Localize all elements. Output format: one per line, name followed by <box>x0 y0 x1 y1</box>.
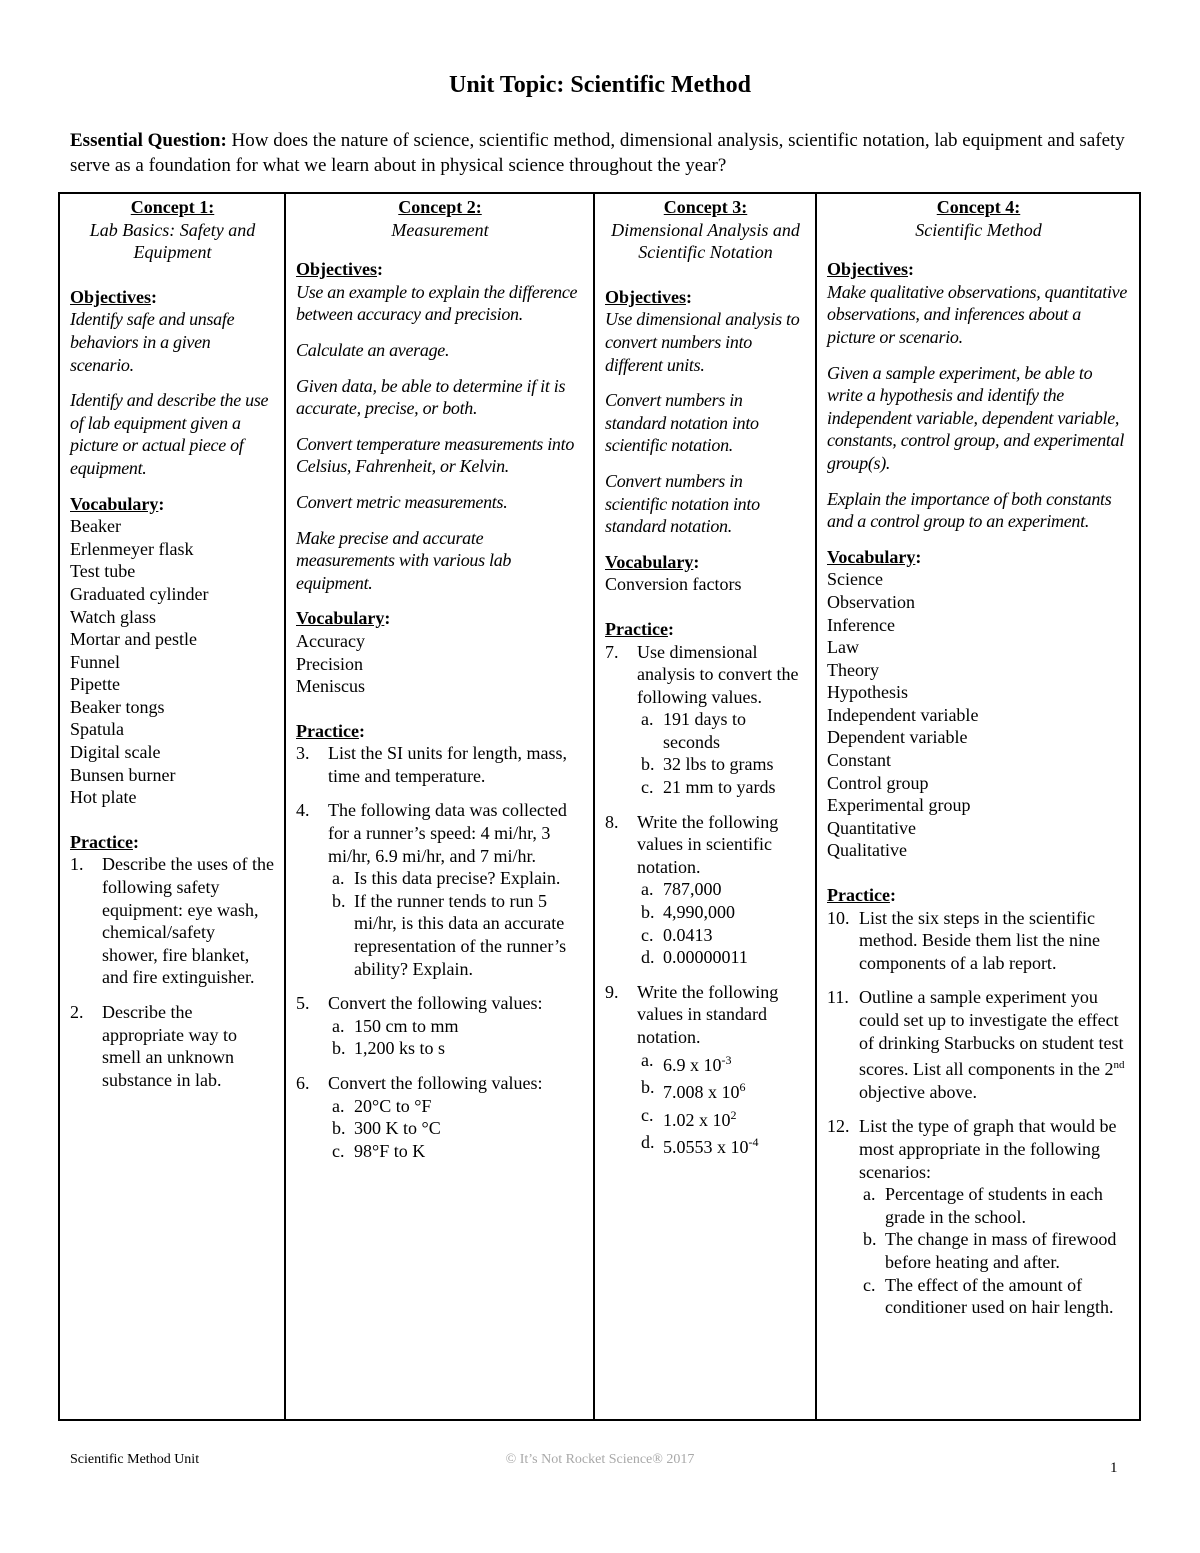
question-text: Write the following values in scientific notation. <box>637 811 779 877</box>
question-text: List the six steps in the scientific method. Beside them list the nine components of a lab report. <box>859 907 1100 973</box>
vocabulary-term: Test tube <box>70 561 136 582</box>
sub-question-letter: a. <box>641 709 654 730</box>
objectives-label: Objectives <box>70 286 151 307</box>
vocabulary-term: Watch glass <box>70 606 157 627</box>
vocabulary-list <box>296 630 584 698</box>
practice-question <box>296 742 584 787</box>
sub-question-letter: a. <box>863 1184 876 1205</box>
question-body <box>102 853 275 989</box>
practice-heading: Practice: <box>296 720 365 741</box>
practice-question <box>296 799 584 980</box>
objective-item: Calculate an average. <box>296 339 450 360</box>
vocabulary-list <box>605 573 806 596</box>
essential-question-label: Essential Question: <box>70 130 227 151</box>
vocabulary-term: Beaker tongs <box>70 696 165 717</box>
sub-question-text <box>663 878 806 901</box>
sub-question <box>637 1076 806 1104</box>
sub-question-letter: b. <box>332 890 346 911</box>
practice-heading: Practice: <box>605 618 674 639</box>
objectives-label: Objectives <box>605 286 686 307</box>
vocabulary-label: Vocabulary <box>296 608 385 629</box>
question-text: List the type of graph that would be most appropriate in the following scenarios: <box>859 1116 1117 1182</box>
sub-question-letter: d. <box>641 1132 655 1153</box>
practice-question <box>70 853 275 989</box>
sub-question-text <box>885 1183 1130 1228</box>
sub-question <box>859 1274 1130 1319</box>
objectives-heading: Objectives: <box>605 286 692 307</box>
sub-question-value: If the runner tends to run 5 mi/hr, is this data an accurate representation of the runner’s ability? Explain. <box>354 890 567 979</box>
sub-question-letter: b. <box>863 1229 877 1250</box>
objective-item: Identify and describe the use of lab equipment given a picture or actual piece of equipment. <box>70 390 269 478</box>
sub-question-letter: c. <box>332 1140 345 1161</box>
sub-question-letter: c. <box>641 924 654 945</box>
practice-label: Practice <box>70 831 133 852</box>
page-number: 1 <box>1110 1460 1118 1476</box>
vocabulary-label: Vocabulary <box>605 551 694 572</box>
sub-question-value: 1.02 x 10 <box>663 1109 731 1130</box>
practice-question <box>827 1115 1130 1318</box>
vocabulary-label: Vocabulary <box>827 546 916 567</box>
practice-label: Practice <box>296 720 359 741</box>
question-number: 6. <box>296 1073 310 1093</box>
essential-question <box>70 128 1140 178</box>
sub-question-letter: c. <box>641 1104 654 1125</box>
vocabulary-heading: Vocabulary: <box>296 608 391 629</box>
vocabulary-term: Precision <box>296 653 363 674</box>
question-body <box>328 992 584 1060</box>
sub-question-value: 5.0553 x 10 <box>663 1137 749 1158</box>
footer-unit-name: Scientific Method Unit <box>70 1452 200 1467</box>
objective-item: Given data, be able to determine if it is accurate, precise, or both. <box>296 375 566 419</box>
sub-question-letter: a. <box>332 1015 345 1036</box>
page-title: Unit Topic: Scientific Method <box>448 72 751 98</box>
sub-question <box>328 1140 584 1163</box>
vocabulary-heading: Vocabulary: <box>70 493 165 514</box>
sub-question-letter: a. <box>641 879 654 900</box>
sub-question-text <box>663 1104 806 1132</box>
vocabulary-term: Funnel <box>70 651 121 672</box>
sub-question-value: 32 lbs to grams <box>663 754 774 775</box>
sub-question-letter: b. <box>332 1118 346 1139</box>
sub-question-text <box>885 1228 1130 1273</box>
sub-question-value: 0.0413 <box>663 924 713 945</box>
practice-question <box>827 907 1130 975</box>
sub-question <box>328 1037 584 1060</box>
vocabulary-heading: Vocabulary: <box>605 551 700 572</box>
sub-question-value: 98°F to K <box>354 1140 426 1161</box>
sub-question-value: 20°C to °F <box>354 1095 432 1116</box>
vocabulary-list <box>70 515 275 809</box>
question-body <box>859 986 1130 1103</box>
vocabulary-term: Accuracy <box>296 630 365 651</box>
vocabulary-term: Beaker <box>70 516 121 537</box>
vocabulary-term: Inference <box>827 614 895 635</box>
sub-question-text <box>663 776 806 799</box>
question-number: 11. <box>827 987 849 1008</box>
vocabulary-term: Dependent variable <box>827 727 968 748</box>
footer-copyright: © It’s Not Rocket Science® 2017 <box>505 1452 695 1467</box>
sub-question <box>859 1228 1130 1273</box>
concept-column <box>815 194 1139 1419</box>
question-number: 10. <box>827 907 850 928</box>
practice-list <box>605 641 806 1159</box>
practice-list <box>296 742 584 1162</box>
question-body <box>328 1072 584 1162</box>
question-body <box>102 1001 275 1091</box>
concept-column <box>593 194 815 1419</box>
sub-question-text <box>354 1095 584 1118</box>
sub-question-value: 191 days to seconds <box>663 709 746 752</box>
sub-question-value: Percentage of students in each grade in the school. <box>885 1184 1103 1227</box>
sub-question <box>328 1095 584 1118</box>
vocabulary-term: Hot plate <box>70 787 137 808</box>
objective-item: Convert numbers in standard notation into scientific notation. <box>605 390 759 456</box>
vocabulary-list <box>827 568 1130 862</box>
vocabulary-term: Erlenmeyer flask <box>70 538 194 559</box>
sub-question-value: The effect of the amount of conditioner used on hair length. <box>885 1274 1114 1318</box>
sub-question-letter: a. <box>332 868 345 889</box>
sub-question <box>637 753 806 776</box>
concept-subtitle: Lab Basics: Safety and Equipment <box>89 219 256 263</box>
sub-question-text <box>663 946 806 969</box>
question-body <box>637 641 806 799</box>
objectives-heading: Objectives: <box>827 259 914 280</box>
sub-question-value: 4,990,000 <box>663 902 735 923</box>
sub-question <box>637 878 806 901</box>
sub-question-text <box>354 890 584 980</box>
question-body <box>859 907 1130 975</box>
sub-question-letter: d. <box>641 947 655 968</box>
sub-question-value: 6.9 x 10 <box>663 1054 722 1075</box>
sub-question <box>637 776 806 799</box>
sub-question <box>637 946 806 969</box>
sub-question <box>637 1049 806 1077</box>
objectives-heading: Objectives: <box>296 259 383 280</box>
sub-question <box>637 1104 806 1132</box>
sub-question <box>328 890 584 980</box>
concepts-table <box>58 192 1141 1421</box>
sub-question-text <box>663 924 806 947</box>
question-text: Outline a sample experiment you could set up to investigate the effect of drinking Starbucks on student test scores. List all components in the 2nd objective above. <box>859 987 1125 1102</box>
question-text: Convert the following values: <box>328 993 543 1014</box>
vocabulary-term: Pipette <box>70 674 120 695</box>
sub-question-value: Is this data precise? Explain. <box>354 868 561 889</box>
sub-question-letter: b. <box>641 902 655 923</box>
sub-question-letter: c. <box>863 1274 876 1295</box>
vocabulary-term: Theory <box>827 659 879 680</box>
concept-column <box>284 194 593 1419</box>
sub-question-letter: a. <box>332 1095 345 1116</box>
practice-question <box>605 641 806 799</box>
sub-question <box>328 867 584 890</box>
exponent: -4 <box>748 1135 759 1150</box>
sub-question <box>859 1183 1130 1228</box>
sub-question <box>637 924 806 947</box>
vocabulary-term: Bunsen burner <box>70 764 176 785</box>
objective-item: Convert metric measurements. <box>296 491 508 512</box>
vocabulary-term: Constant <box>827 750 892 771</box>
sub-question <box>328 1117 584 1140</box>
question-number: 12. <box>827 1116 850 1137</box>
question-body <box>328 742 584 787</box>
question-text: List the SI units for length, mass, time and temperature. <box>328 743 567 786</box>
sub-question-value: The change in mass of firewood before heating and after. <box>885 1229 1117 1272</box>
objectives-label: Objectives <box>827 259 908 280</box>
sub-question <box>637 708 806 753</box>
practice-heading: Practice: <box>70 831 139 852</box>
sub-question-text <box>663 753 806 776</box>
objective-item: Identify safe and unsafe behaviors in a given scenario. <box>70 309 235 375</box>
vocabulary-term: Quantitative <box>827 817 916 838</box>
vocabulary-term: Independent variable <box>827 704 979 725</box>
concept-subtitle: Measurement <box>391 219 489 240</box>
practice-list <box>827 907 1130 1319</box>
question-body <box>637 811 806 969</box>
sub-question-letter: b. <box>641 1077 655 1098</box>
vocabulary-term: Law <box>827 637 859 658</box>
vocabulary-term: Conversion factors <box>605 574 742 595</box>
sub-question-letter: b. <box>332 1038 346 1059</box>
essential-question-text: How does the nature of science, scientific method, dimensional analysis, scientific notation, lab equipment and safety serve as a foundation for what we learn about in physical science throughout the year? <box>70 130 1125 176</box>
practice-list <box>70 853 275 1091</box>
exponent: 2 <box>730 1107 737 1122</box>
vocabulary-term: Meniscus <box>296 676 365 697</box>
sub-question-value: 21 mm to yards <box>663 777 776 798</box>
practice-question <box>296 1072 584 1162</box>
question-text: Describe the appropriate way to smell an unknown substance in lab. <box>102 1002 237 1090</box>
practice-question <box>827 986 1130 1103</box>
question-number: 9. <box>605 981 619 1002</box>
sub-question-text <box>354 1117 584 1140</box>
sub-question-letter: c. <box>641 777 654 798</box>
question-text: Write the following values in standard notation. <box>637 981 779 1047</box>
objectives-label: Objectives <box>296 259 377 280</box>
concept-subtitle: Scientific Method <box>915 219 1042 240</box>
practice-label: Practice <box>605 618 668 639</box>
question-text: The following data was collected for a runner’s speed: 4 mi/hr, 3 mi/hr, 6.9 mi/hr, and 7 mi/hr. <box>328 800 567 866</box>
sub-question-value: 7.008 x 10 <box>663 1082 740 1103</box>
vocabulary-term: Experimental group <box>827 795 971 816</box>
question-number: 2. <box>70 1002 84 1022</box>
vocabulary-term: Control group <box>827 772 929 793</box>
sub-question-value: 0.00000011 <box>663 947 748 968</box>
concept-heading: Concept 1: <box>130 197 215 217</box>
vocabulary-term: Mortar and pestle <box>70 629 197 650</box>
sub-question-value: 787,000 <box>663 879 722 900</box>
question-text: Use dimensional analysis to convert the following values. <box>637 641 799 707</box>
vocabulary-term: Science <box>827 569 883 590</box>
question-body <box>859 1115 1130 1318</box>
vocabulary-heading: Vocabulary: <box>827 546 922 567</box>
sub-question-value: 300 K to °C <box>354 1118 441 1139</box>
sub-question-text <box>663 1131 806 1159</box>
objective-item: Convert temperature measurements into Celsius, Fahrenheit, or Kelvin. <box>296 433 575 477</box>
concept-heading: Concept 4: <box>936 197 1021 217</box>
objective-item: Make precise and accurate measurements with various lab equipment. <box>296 527 512 593</box>
sub-question-text <box>663 901 806 924</box>
question-text: Describe the uses of the following safety equipment: eye wash, chemical/safety shower, fire blanket, and fire extinguisher. <box>102 854 274 988</box>
question-body <box>328 799 584 980</box>
vocabulary-term: Spatula <box>70 719 124 740</box>
vocabulary-term: Graduated cylinder <box>70 583 209 604</box>
objective-item: Use dimensional analysis to convert numbers into different units. <box>605 309 800 375</box>
practice-question <box>605 811 806 969</box>
practice-heading: Practice: <box>827 885 896 906</box>
vocabulary-term: Qualitative <box>827 840 907 861</box>
practice-question <box>70 1001 275 1091</box>
vocabulary-term: Digital scale <box>70 742 161 763</box>
sub-question-letter: a. <box>641 1049 654 1070</box>
practice-question <box>605 981 806 1159</box>
sub-question <box>637 901 806 924</box>
vocabulary-term: Hypothesis <box>827 682 908 703</box>
question-number: 4. <box>296 800 310 821</box>
sub-question-text <box>354 1015 584 1038</box>
sub-question-text <box>885 1274 1130 1319</box>
question-number: 3. <box>296 743 310 764</box>
objective-item: Make qualitative observations, quantitative observations, and inferences about a picture or scenario. <box>827 281 1128 347</box>
vocabulary-label: Vocabulary <box>70 493 159 514</box>
sub-question-value: 1,200 ks to s <box>354 1038 446 1059</box>
sub-question <box>637 1131 806 1159</box>
objective-item: Use an example to explain the difference between accuracy and precision. <box>296 281 578 325</box>
exponent: 6 <box>739 1080 746 1095</box>
question-number: 5. <box>296 993 310 1014</box>
concept-column <box>60 194 284 1419</box>
sub-question-text <box>663 708 806 753</box>
sub-question-letter: b. <box>641 754 655 775</box>
sub-question <box>328 1015 584 1038</box>
objective-item: Explain the importance of both constants and a control group to an experiment. <box>827 488 1112 532</box>
objectives-heading: Objectives: <box>70 286 157 307</box>
vocabulary-term: Observation <box>827 591 915 612</box>
question-text: Convert the following values: <box>328 1073 543 1093</box>
question-number: 7. <box>605 641 619 662</box>
concept-heading: Concept 2: <box>398 197 482 217</box>
sub-question-value: 150 cm to mm <box>354 1015 459 1036</box>
question-number: 8. <box>605 811 619 832</box>
question-number: 1. <box>70 854 84 875</box>
exponent: -3 <box>721 1052 732 1067</box>
concept-subtitle: Dimensional Analysis and Scientific Notation <box>611 219 800 263</box>
objective-item: Convert numbers in scientific notation into standard notation. <box>605 470 760 537</box>
objective-item: Given a sample experiment, be able to write a hypothesis and identify the independent variable, dependent variable, constants, control group, and experimental group(s). <box>827 362 1125 473</box>
sub-question-text <box>354 867 584 890</box>
concept-heading: Concept 3: <box>663 197 748 217</box>
practice-question <box>296 992 584 1060</box>
question-body <box>637 981 806 1159</box>
sub-question-text <box>354 1140 584 1163</box>
sub-question-text <box>663 1076 806 1104</box>
sub-question-text <box>663 1049 806 1077</box>
sub-question-text <box>354 1037 584 1060</box>
practice-label: Practice <box>827 885 890 906</box>
